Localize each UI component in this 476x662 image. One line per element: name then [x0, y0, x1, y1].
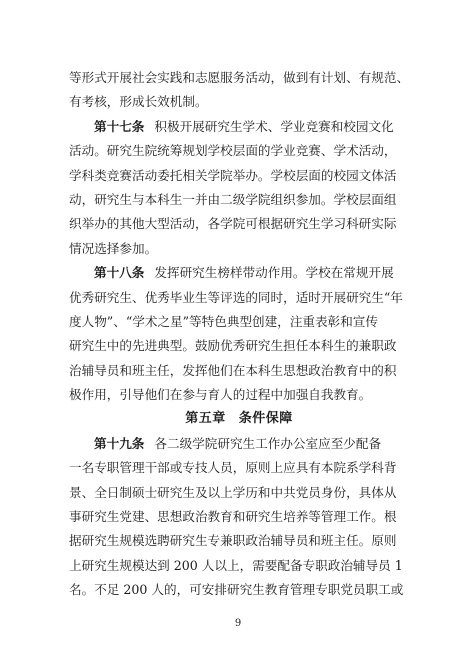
paragraph-line: 度人物”、“学术之星”等特色典型创建，注重表彰和宣传 [69, 313, 378, 329]
article-number: 第十八条 [94, 265, 145, 281]
paragraph-line: 学科类竞赛活动委托相关学院举办。学校层面的校园文体活 [69, 167, 397, 183]
paragraph-line: 极作用，引导他们在参与育人的过程中加强自我教育。 [69, 387, 372, 403]
paragraph-line: 一名专职管理干部或专技人员，原则上应具有本院系学科背 [69, 460, 397, 476]
article-first-line [69, 432, 409, 456]
document-body [69, 66, 409, 603]
chapter-number: 第五章 [185, 411, 226, 427]
article-first-line [69, 115, 409, 139]
paragraph-line: 治辅导员和班主任，发挥他们在本科生思想政治教育中的积 [69, 362, 397, 378]
paragraph-line: 情况选择参加。 [69, 240, 158, 256]
chapter-title: 条件保障 [238, 411, 293, 427]
paragraph-line: 研究生中的先进典型。鼓励优秀研究生担任本科生的兼职政 [69, 338, 397, 354]
paragraph-text: 发挥研究生榜样带动作用。学校在常规开展 [154, 265, 394, 281]
paragraph-line: 上研究生规模达到 200 人以上，需要配备专职政治辅导员 1 [69, 557, 403, 573]
paragraph-line: 等形式开展社会实践和志愿服务活动，做到有计划、有规范、 [69, 70, 409, 85]
article-first-line [69, 261, 409, 285]
paragraph-text: 各二级学院研究生工作办公室应至少配备 [154, 435, 382, 451]
paragraph-line: 织举办的其他大型活动，各学院可根据研究生学习科研实际 [69, 216, 397, 232]
paragraph-line: 活动。研究生院统筹规划学校层面的学业竞赛、学术活动， [69, 143, 397, 159]
article-number: 第十九条 [94, 435, 145, 451]
article-number: 第十七条 [94, 118, 145, 134]
paragraph-line: 事研究生党建、思想政治教育和研究生培养等管理工作。根 [69, 509, 397, 525]
paragraph-line: 名。不足 200 人的，可安排研究生教育管理专职党员职工或 [69, 582, 404, 598]
chapter-heading [69, 407, 409, 431]
paragraph-text: 积极开展研究生学术、学业竞赛和校园文化 [154, 118, 394, 134]
paragraph-line: 有考核，形成长效机制。 [69, 94, 208, 110]
paragraph-line: 据研究生规模选聘研究生专兼职政治辅导员和班主任。原则 [69, 533, 397, 549]
paragraph-line: 动，研究生与本科生一并由二级学院组织参加。学校层面组 [69, 191, 397, 207]
page-number: 9 [234, 618, 242, 629]
paragraph-line: 景、全日制硕士研究生及以上学历和中共党员身份，具体从 [69, 484, 397, 500]
paragraph-line: 优秀研究生、优秀毕业生等评选的同时，适时开展研究生“年 [69, 289, 403, 305]
